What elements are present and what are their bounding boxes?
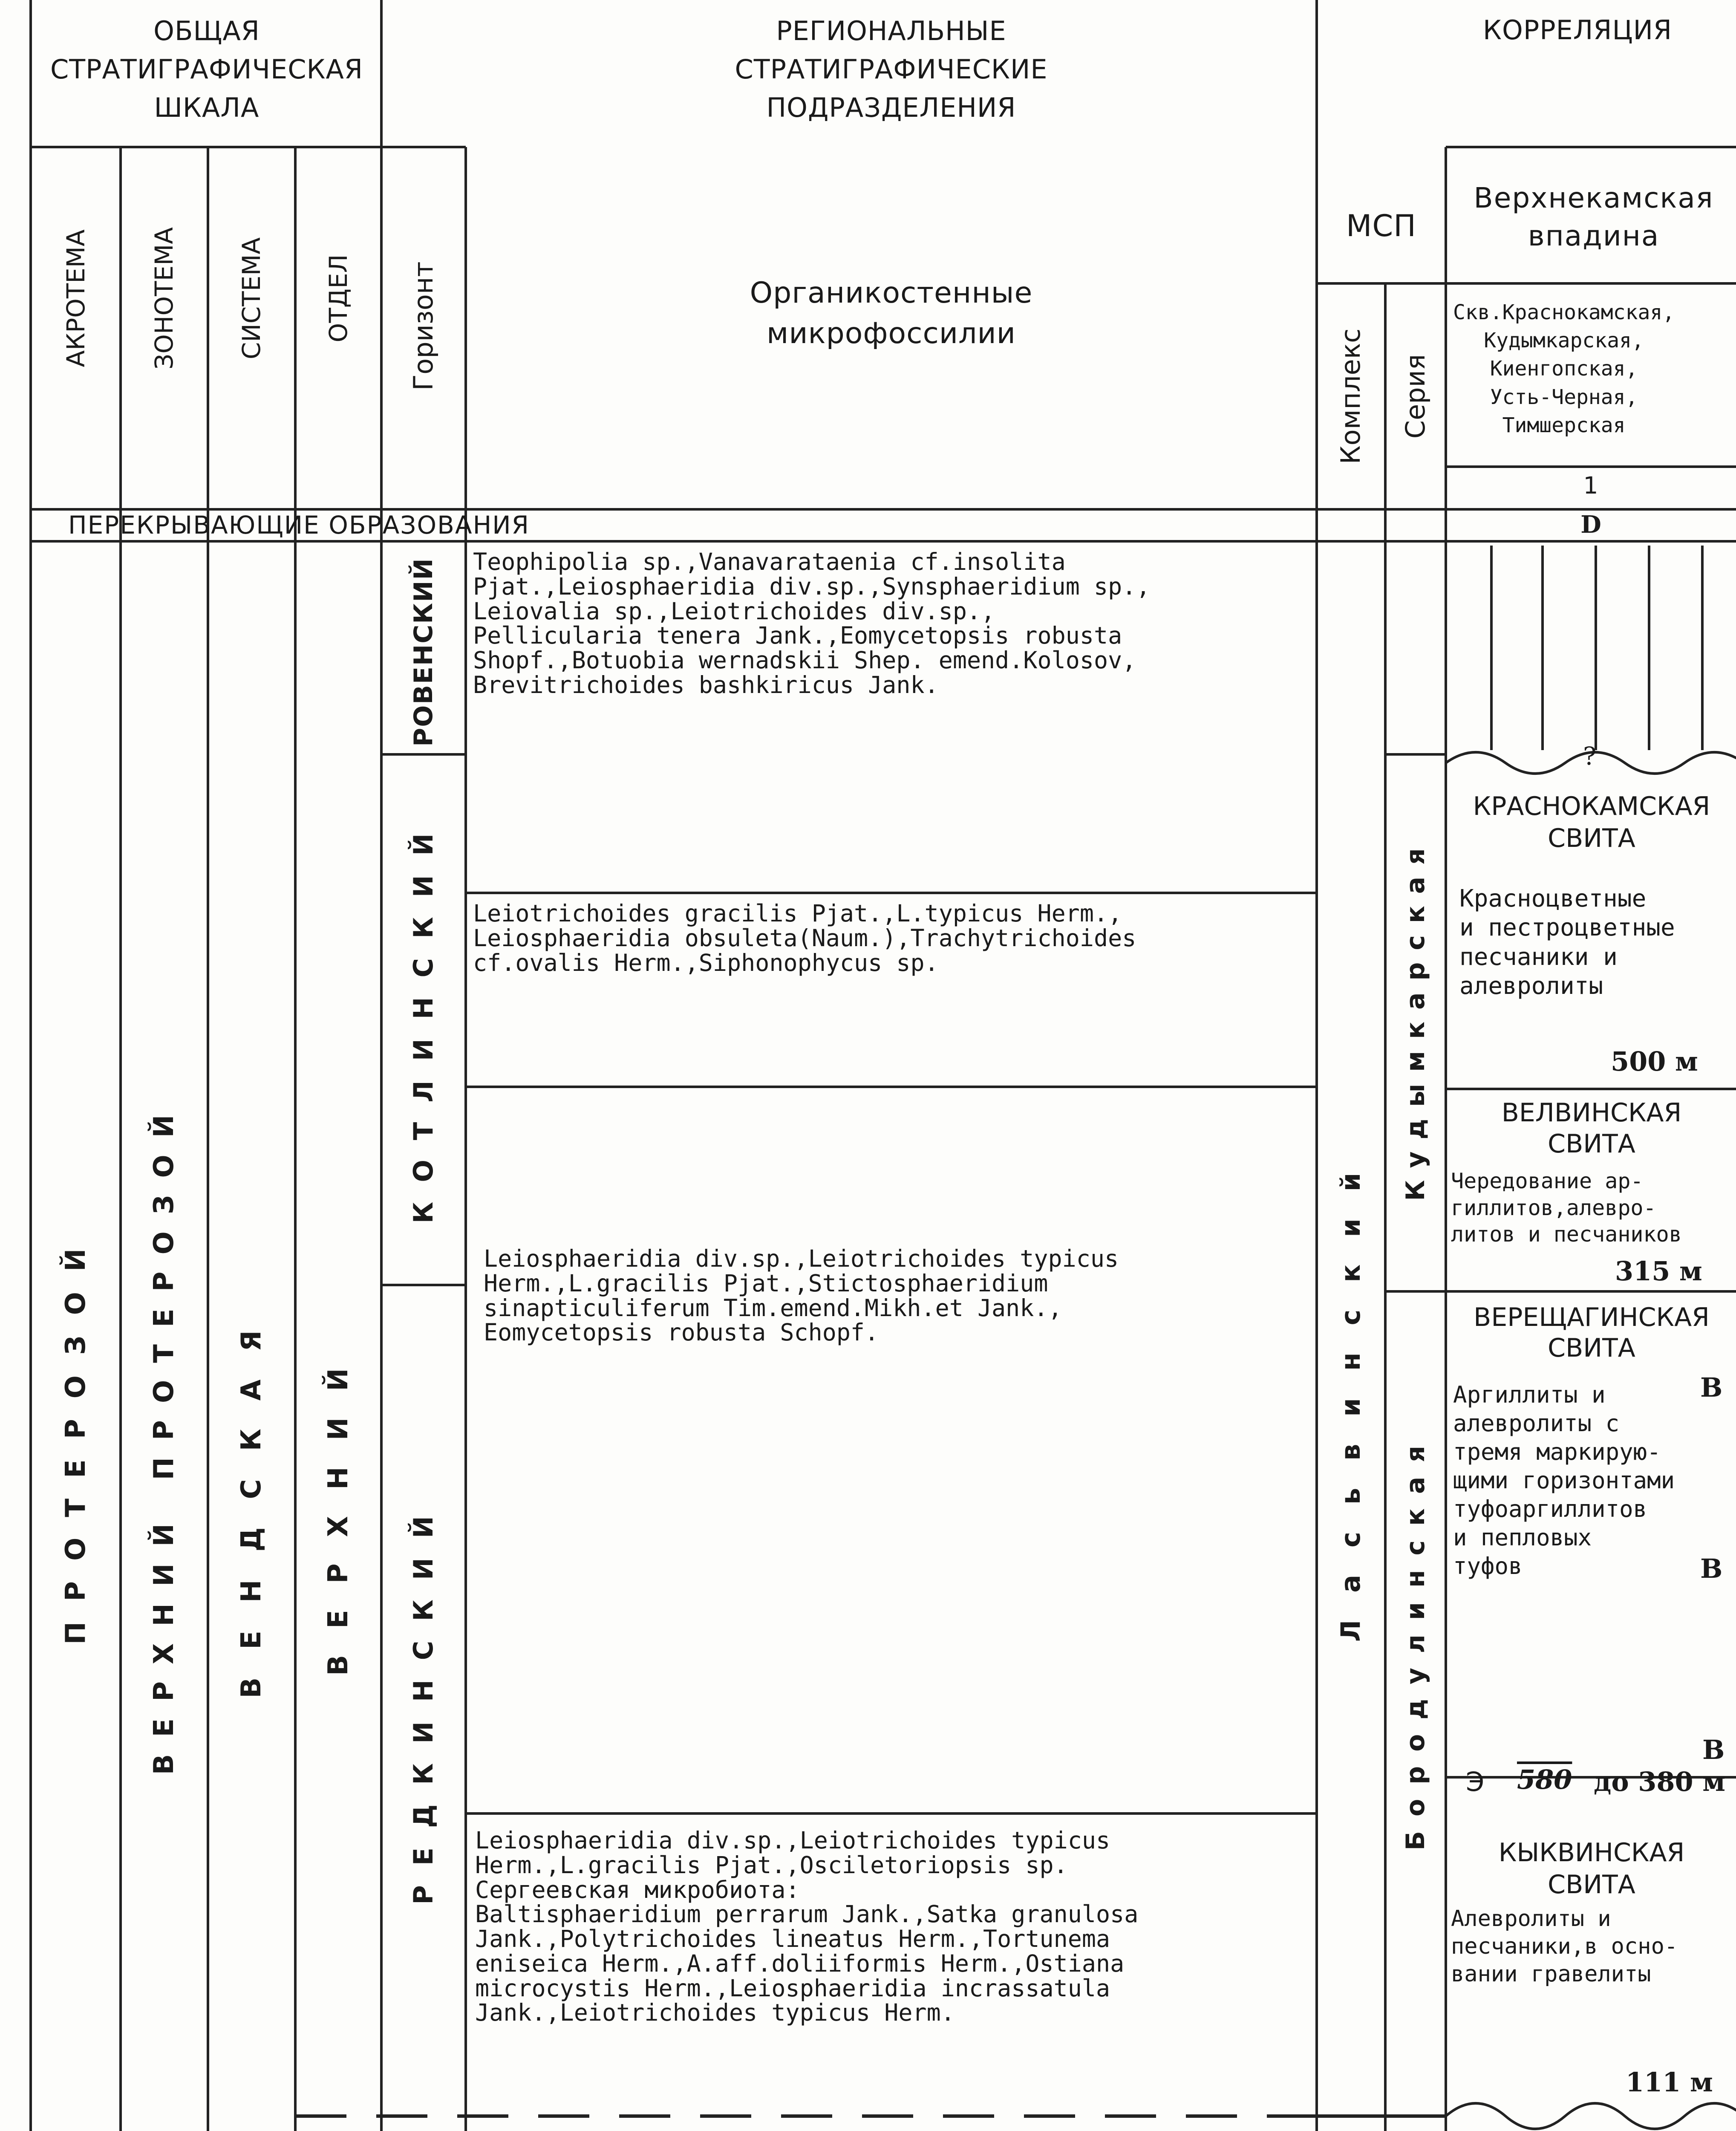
unit-akrotema: ПРОТЕРОЗОЙ (60, 1228, 92, 1645)
fossils-roven: Teophipolia sp.,Vanavarataenia cf.insolita Pjat.,Leiosphaeridia div.sp.,Synsphaeridium sp., Leiovalia sp.,Leiotrichoides div.sp., Pellicularia tenera Jank.,Eomycetopsis robusta Shopf.,Botuobia wernadskii Shep. emend.Kolosov, Brevitrichoides bashkiricus Jank. (473, 548, 1151, 699)
col-kompleks: Комплекс (1335, 328, 1366, 465)
formation-velvinsk-thickness: 315 м (1615, 1256, 1702, 1287)
col-seriya: Серия (1400, 354, 1431, 439)
header-basin: Верхнекамская впадина (1474, 182, 1714, 253)
marker-v-2: В (1700, 1553, 1723, 1584)
header-general-scale: ОБЩАЯ СТРАТИГРАФИЧЕСКАЯ ШКАЛА (50, 15, 363, 123)
formation-kykvin-thickness: 111 м (1626, 2067, 1713, 2098)
formation-kykvin-name: КЫКВИНСКАЯ СВИТА (1498, 1838, 1685, 1900)
formation-velvinsk-name: ВЕЛВИНСКАЯ СВИТА (1501, 1098, 1682, 1159)
horizon-redkin: РЕДКИНСКИЙ (408, 1496, 439, 1905)
formation-krasnokamsk-desc: Красноцветные и пестроцветные песчаники и алевролиты (1459, 885, 1675, 1000)
unconformity-question-mark: ? (1583, 742, 1597, 771)
header-wells: Скв.Краснокамская, Кудымкарская, Киенгопская, Усть-Черная, Тимшерская (1453, 300, 1675, 437)
fossils-kotlin-upper: Leiotrichoides gracilis Pjat.,L.typicus Herm., Leiosphaeridia obsuleta(Naum.),Trachytrichoides cf.ovalis Herm.,Siphonophycus sp. (473, 900, 1136, 976)
header-microfossils: Органикостенные микрофоссилии (750, 276, 1033, 351)
col-sistema: СИСТЕМА (237, 237, 266, 360)
formation-vereshchagin-thickness: до 380 м (1594, 1766, 1726, 1797)
header-regional: РЕГИОНАЛЬНЫЕ СТРАТИГРАФИЧЕСКИЕ ПОДРАЗДЕЛЕНИЯ (735, 15, 1048, 123)
fossils-redkin: Leiosphaeridia div.sp.,Leiotrichoides typicus Herm.,L.gracilis Pjat.,Osciletoriopsis sp. Сергеевская микробиота: Baltisphaeridium perrarum Jank.,Satka granulosa Jank.,Polytrichoides lineatus Herm.,Tortunema eniseica Herm.,A.aff.doliiformis Herm.,Ostiana microcystis Herm.,Leiosphaeridia incrassatula Jank.,Leiotrichoides typicus Herm. (475, 1827, 1139, 2027)
col-zonotema: ЗОНОТЕМА (150, 227, 179, 370)
col-akrotema: АКРОТЕМА (61, 229, 90, 367)
formation-kykvin-desc: Алевролиты и песчаники,в осно- вании гравелиты (1451, 1906, 1678, 1987)
formation-vereshchagin-name: ВЕРЕЩАГИНСКАЯ СВИТА (1474, 1302, 1710, 1363)
formation-krasnokamsk-thickness: 500 м (1611, 1046, 1698, 1077)
formation-vereshchagin-age: 580 (1517, 1764, 1572, 1795)
fossils-kotlin-lower: Leiosphaeridia div.sp.,Leiotrichoides typicus Herm.,L.gracilis Pjat.,Stictosphaeridium sinapticuliferum Tim.emend.Mikh.et Jank., Eomycetopsis robusta Schopf. (484, 1245, 1119, 1346)
col-otdel: ОТДЕЛ (324, 254, 353, 343)
complex-lasvin: Ласьвинский (1335, 1145, 1366, 1642)
unit-sistema: ВЕНДСКАЯ (236, 1302, 267, 1698)
overlying-index: D (1580, 511, 1601, 539)
unit-otdel-upper: ВЕРХНИЙ (323, 1342, 354, 1676)
series-kudym: Кудымкарская (1401, 836, 1430, 1201)
col-gorizont: Горизонт (408, 261, 439, 391)
formation-vereshchagin-desc: Аргиллиты и алевролиты с тремя маркирую- щими горизонтами туфоаргиллитов и пепловых туфов (1453, 1381, 1675, 1579)
horizon-roven: РОВЕНСКИЙ (409, 557, 438, 747)
header-correlation: КОРРЕЛЯЦИЯ (1483, 14, 1673, 46)
overlying-label: ПЕРЕКРЫВАЮЩИЕ ОБРАЗОВАНИЯ (68, 511, 530, 540)
formation-velvinsk-desc: Чередование ар- гиллитов,алевро- литов и песчаников (1451, 1169, 1682, 1247)
marker-v-3: В (1702, 1734, 1725, 1765)
formation-krasnokamsk-name: КРАСНОКАМСКАЯ СВИТА (1473, 791, 1710, 853)
series-borodul: Бородулинская (1401, 1431, 1430, 1851)
formation-vereshchagin-age-symbol: Э (1466, 1766, 1485, 1797)
column-number: 1 (1583, 472, 1599, 499)
unit-zonotema: ВЕРХНИЙ ПРОТЕРОЗОЙ (148, 1097, 180, 1775)
header-msp: МСП (1346, 208, 1416, 243)
horizon-kotlin: КОТЛИНСКИЙ (408, 814, 439, 1224)
marker-v-1: В (1700, 1372, 1723, 1403)
